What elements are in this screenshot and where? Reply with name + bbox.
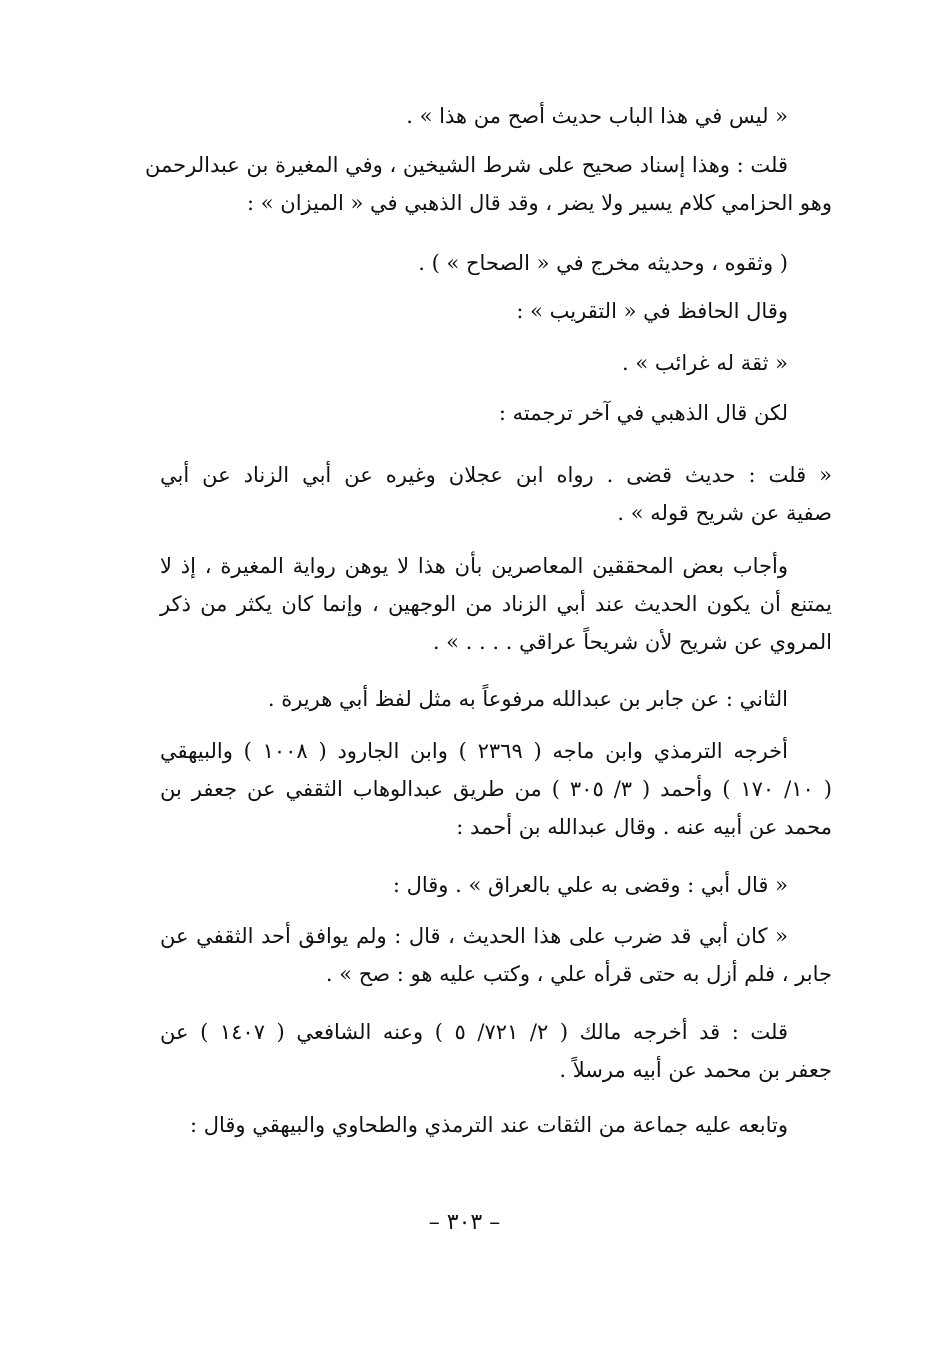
paragraph-7 — [160, 456, 832, 532]
paragraph-9-line-1: الثاني : عن جابر بن عبدالله مرفوعاً به مثل لفظ أبي هريرة . — [267, 687, 788, 711]
paragraph-4 — [116, 292, 832, 330]
paragraph-2-line-2: وهو الحزامي كلام يسير ولا يضر ، وقد قال الذهبي في « الميزان » : — [247, 191, 832, 215]
paragraph-8-line-1: وأجاب بعض المحققين المعاصرين بأن هذا لا يوهن رواية المغيرة ، إذ لا — [160, 554, 788, 578]
paragraph-7-line-2: صفية عن شريح قوله » . — [617, 501, 832, 525]
paragraph-8-line-2: يمتنع أن يكون الحديث عند أبي الزناد من الوجهين ، وإنما كان يكثر من ذكر — [160, 592, 832, 616]
paragraph-9 — [116, 680, 832, 718]
paragraph-10-line-1: أخرجه الترمذي وابن ماجه ( ٢٣٦٩ ) وابن الجارود ( ١٠٠٨ ) والبيهقي — [160, 739, 788, 763]
paragraph-2 — [145, 146, 832, 222]
paragraph-11-line-1: « قال أبي : وقضى به علي بالعراق » . وقال : — [392, 873, 788, 897]
paragraph-5 — [116, 344, 832, 382]
paragraph-6 — [116, 394, 832, 432]
paragraph-13-line-2: جعفر بن محمد عن أبيه مرسلاً . — [559, 1058, 832, 1082]
paragraph-8-line-3: المروي عن شريح لأن شريحاً عراقي . . . . » . — [432, 630, 832, 654]
paragraph-11 — [116, 866, 832, 904]
paragraph-1-line-1: « ليس في هذا الباب حديث أصح من هذا » . — [406, 104, 788, 128]
paragraph-7-line-1: « قلت : حديث قضى . رواه ابن عجلان وغيره عن أبي الزناد عن أبي — [160, 463, 832, 487]
paragraph-12-line-1: « كان أبي قد ضرب على هذا الحديث ، قال : ولم يوافق أحد الثقفي عن — [160, 924, 788, 948]
paragraph-10-line-2: ( ١٠/ ١٧٠ ) وأحمد ( ٣/ ٣٠٥ ) من طريق عبدالوهاب الثقفي عن جعفر بن — [160, 777, 832, 801]
paragraph-10 — [160, 732, 832, 846]
paragraph-10-line-3: محمد عن أبيه عنه . وقال عبدالله بن أحمد : — [456, 815, 832, 839]
paragraph-5-line-1: « ثقة له غرائب » . — [621, 351, 788, 375]
paragraph-3 — [116, 244, 832, 282]
paragraph-13 — [160, 1013, 832, 1089]
paragraph-8 — [160, 547, 832, 661]
paragraph-3-line-1: ( وثقوه ، وحديثه مخرج في « الصحاح » ) . — [418, 251, 788, 275]
page-number: – ٣٠٣ – — [428, 1210, 501, 1235]
paragraph-2-line-1: قلت : وهذا إسناد صحيح على شرط الشيخين ، وفي المغيرة بن عبدالرحمن — [145, 153, 788, 177]
paragraph-12 — [160, 917, 832, 993]
paragraph-13-line-1: قلت : قد أخرجه مالك ( ٢/ ٧٢١/ ٥ ) وعنه الشافعي ( ١٤٠٧ ) عن — [160, 1020, 788, 1044]
paragraph-1 — [116, 97, 832, 135]
paragraph-14-line-1: وتابعه عليه جماعة من الثقات عند الترمذي والطحاوي والبيهقي وقال : — [189, 1113, 788, 1137]
paragraph-12-line-2: جابر ، فلم أزل به حتى قرأه علي ، وكتب عليه هو : صح » . — [325, 962, 832, 986]
paragraph-4-line-1: وقال الحافظ في « التقريب » : — [516, 299, 788, 323]
paragraph-14 — [116, 1106, 832, 1144]
paragraph-6-line-1: لكن قال الذهبي في آخر ترجمته : — [498, 401, 788, 425]
